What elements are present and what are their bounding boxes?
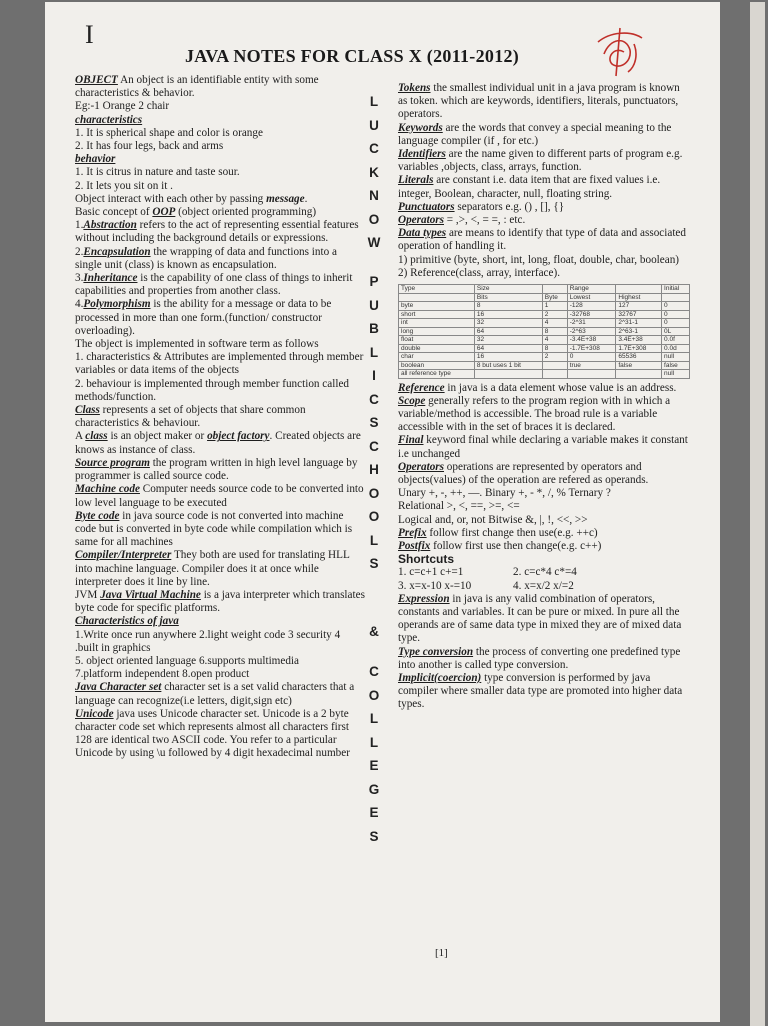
unary: Unary +, -, ++, —. Binary +, - *, /, % Ternary ?	[398, 487, 611, 500]
table-cell	[616, 285, 662, 294]
banner-letter: L	[369, 532, 379, 548]
table-row	[399, 293, 690, 302]
beh-1: 1. It is citrus in nature and taste sour.	[75, 166, 240, 179]
shortcut-row-2: 3. x=x-10 x-=10 4. x=x/2 x/=2	[398, 579, 574, 592]
table-cell	[662, 293, 690, 302]
table-row	[399, 319, 690, 328]
postfix: Postfix follow first use then change(e.g. c++)	[398, 539, 602, 552]
table-cell: 2^31-1	[616, 319, 662, 328]
jvm: JVM Java Virtual Machine is a java interpreter which translates byte code for specific platforms.	[75, 588, 365, 615]
table-cell: 8 but uses 1 bit	[474, 361, 542, 370]
impl-2: 2. behaviour is implemented through member function called methods/function.	[75, 377, 350, 403]
beh-2: 2. It lets you sit on it .	[75, 179, 173, 192]
table-cell	[542, 370, 567, 379]
banner-letter: L	[369, 711, 379, 726]
table-cell: -128	[567, 302, 616, 311]
table-cell: 32	[474, 336, 542, 345]
prefix: Prefix follow first change then use(e.g. ++c)	[398, 526, 598, 539]
banner-public-schools	[364, 274, 384, 580]
final: Final keyword final while declaring a variable makes it constant i.e unchanged	[398, 434, 688, 460]
cj-2: 5. object oriented language 6.supports multimedia	[75, 654, 300, 667]
table-cell: 64	[474, 344, 542, 353]
table-row	[399, 370, 690, 379]
table-cell	[399, 293, 475, 302]
table-row	[399, 310, 690, 319]
banner-letter: N	[369, 188, 379, 203]
left-column	[75, 74, 365, 761]
oop: Basic concept of OOP (object oriented programming)	[75, 206, 317, 219]
banner-letter: L	[369, 734, 379, 750]
char-2: 2. It has four legs, back and arms	[75, 140, 224, 153]
table-cell: 8	[542, 344, 567, 353]
table-cell: Byte	[542, 293, 567, 302]
polymorphism: 4.Polymorphism is the ability for a message or data to be processed in more than one form.(function/ constructor overloading).	[75, 298, 332, 337]
banner-letter: O	[368, 211, 380, 227]
banner-letter: E	[369, 758, 379, 773]
cj-1: 1.Write once run anywhere 2.light weight code 3 security 4 .built in graphics	[75, 628, 341, 654]
inheritance: 3.Inheritance is the capability of one class of things to inherit capabilities and properties from another class.	[75, 272, 353, 298]
table-cell: 8	[474, 302, 542, 311]
banner-letter: C	[369, 438, 379, 454]
implicit: Implicit(coercion) type conversion is performed by java compiler where smaller data type are promoted into higher data types.	[398, 672, 683, 711]
operators-def: Operators operations are represented by operators and objects(values) of the operation are refered as operands.	[398, 460, 649, 486]
banner-letter: B	[369, 321, 379, 336]
banner-ampersand	[364, 624, 384, 648]
banner-letter: C	[369, 391, 379, 407]
impl-1: 1. characteristics & Attributes are implemented through member variables or data items of the objects	[75, 351, 364, 377]
table-cell: 127	[616, 302, 662, 311]
scope: Scope generally refers to the program region with in which a variable/method is accessible. The broad rule is a variable accessible with in the set of braces it is declared.	[398, 394, 671, 434]
banner-letter: C	[369, 664, 379, 679]
dt-2: 2) Reference(class, array, interface).	[398, 266, 561, 279]
cj-3: 7.platform independent 8.open product	[75, 668, 250, 681]
table-row	[399, 344, 690, 353]
table-cell: Bits	[474, 293, 542, 302]
data-types: Data types are means to identify that type of data and associated operation of handling it.	[398, 227, 686, 253]
char-1: 1. It is spherical shape and color is orange	[75, 126, 263, 139]
type-conversion: Type conversion the process of converting one predefined type into another is called type conversion.	[398, 645, 681, 671]
compiler-interpreter: Compiler/Interpreter They both are used for translating HLL into machine language. Compiler does it at once while interpreter does it line by line.	[75, 549, 350, 588]
punctuators: Punctuators separators e.g. () , [], {}	[398, 200, 565, 213]
table-cell: 0L	[662, 327, 690, 336]
table-cell: 16	[474, 310, 542, 319]
banner-lucknow	[364, 94, 384, 259]
encapsulation: 2.Encapsulation the wrapping of data and functions into a single unit (class) is known as encapsulation.	[75, 245, 337, 271]
table-cell: -3.4E+38	[567, 336, 616, 345]
keywords: Keywords are the words that convey a special meaning to the language compiler (if , for etc.)	[398, 121, 672, 147]
interact: Object interact with each other by passing message.	[75, 192, 308, 205]
table-cell: 0.0d	[662, 344, 690, 353]
table-cell: -32768	[567, 310, 616, 319]
table-cell: 16	[474, 353, 542, 362]
table-cell: float	[399, 336, 475, 345]
signature-icon	[590, 24, 650, 82]
table-cell: 32	[474, 319, 542, 328]
banner-letter: L	[369, 344, 379, 360]
banner-letter: H	[369, 462, 379, 477]
table-row	[399, 327, 690, 336]
table-cell: Highest	[616, 293, 662, 302]
class-factory: A class is an object maker or object factory. Created objects are knows as instance of class.	[75, 430, 361, 456]
banner-letter: I	[372, 368, 376, 383]
identifiers: Identifiers are the name given to different parts of program e.g. variables ,objects, class, arrays, function.	[398, 148, 683, 174]
machine-code: Machine code Computer needs source code to be converted into low level language to be executed	[75, 483, 364, 509]
banner-letter: E	[369, 805, 379, 820]
table-cell: 0	[662, 302, 690, 311]
banner-letter: C	[369, 141, 379, 156]
java-character-set: Java Character set character set is a set valid characters that a language can recognize(i.e letters, digit,sign etc)	[75, 681, 355, 707]
banner-letter: P	[369, 274, 379, 289]
table-cell	[616, 370, 662, 379]
table-cell	[474, 370, 542, 379]
table-cell: -2^31	[567, 319, 616, 328]
table-cell: Type	[399, 285, 475, 294]
table-cell: -2^63	[567, 327, 616, 336]
table-cell: null	[662, 353, 690, 362]
table-cell: char	[399, 353, 475, 362]
banner-letter: O	[368, 509, 380, 524]
table-cell	[542, 361, 567, 370]
banner-letter: &	[369, 624, 379, 639]
table-cell: 4	[542, 319, 567, 328]
object-def: OBJECT An object is an identifiable entity with some characteristics & behavior.	[75, 74, 319, 100]
page-mark: I	[85, 20, 94, 49]
table-cell: 2	[542, 310, 567, 319]
expression: Expression in java is any valid combination of operators, constants and variables. It can be pure or mixed. In pure all the operands are of same data type in mixed they are of mixed data type.	[398, 592, 682, 645]
table-cell	[567, 370, 616, 379]
page-number: [1]	[435, 947, 448, 959]
banner-letter: O	[368, 485, 380, 501]
abstraction: 1.Abstraction refers to the act of representing essential features without including the background details or expressions.	[75, 219, 359, 245]
table-cell: 2	[542, 353, 567, 362]
banner-letter: S	[369, 828, 379, 844]
right-column	[398, 82, 690, 712]
logical: Logical and, or, not Bitwise &, |, !, <<, >>	[398, 513, 588, 526]
unicode: Unicode java uses Unicode character set. Unicode is a 2 byte character code set which represents almost all characters first 128 are identical two ASCII code. You refer to a particular Unicode by using \u followed by 4 digit hexadecimal number	[75, 707, 350, 760]
table-cell: false	[616, 361, 662, 370]
table-cell: 8	[542, 327, 567, 336]
banner-letter: S	[369, 556, 379, 571]
table-cell: 4	[542, 336, 567, 345]
reference: Reference in java is a data element whose value is an address.	[398, 381, 677, 394]
table-cell: 32767	[616, 310, 662, 319]
table-row	[399, 285, 690, 294]
table-cell: int	[399, 319, 475, 328]
table-cell: true	[567, 361, 616, 370]
byte-code: Byte code in java source code is not converted into machine code but is converted in byte code while compilation which is same for all machines	[75, 509, 353, 549]
banner-letter: U	[369, 297, 379, 313]
document-page	[45, 2, 720, 1022]
table-cell: 0.0f	[662, 336, 690, 345]
table-row	[399, 336, 690, 345]
literals: Literals are constant i.e. data item that are fixed values i.e. integer, Boolean, character, null, floating string.	[398, 174, 661, 200]
banner-letter: K	[369, 164, 379, 180]
operators-list: Operators = ,>, <, = =, : etc.	[398, 214, 526, 227]
table-cell: all reference type	[399, 370, 475, 379]
example: Eg:-1 Orange 2 chair	[75, 100, 170, 113]
table-cell: 1.7E+308	[616, 344, 662, 353]
table-cell: Range	[567, 285, 616, 294]
table-cell: long	[399, 327, 475, 336]
banner-letter: G	[368, 781, 380, 797]
table-cell: Size	[474, 285, 542, 294]
characteristics-java-heading: Characteristics of java	[75, 615, 179, 628]
banner-letter: O	[368, 687, 380, 703]
page-title: JAVA NOTES FOR CLASS X (2011-2012)	[185, 46, 520, 66]
table-cell: 2^63-1	[616, 327, 662, 336]
table-cell: boolean	[399, 361, 475, 370]
table-cell: byte	[399, 302, 475, 311]
table-cell: 64	[474, 327, 542, 336]
table-cell: Lowest	[567, 293, 616, 302]
table-cell: 0	[662, 310, 690, 319]
banner-letter: U	[369, 117, 379, 133]
table-cell: 1	[542, 302, 567, 311]
tokens: Tokens the smallest individual unit in a java program is known as token. which are keywords, identifiers, literals, punctuators, operators.	[398, 82, 680, 121]
banner-letter: L	[369, 94, 379, 109]
dt-1: 1) primitive (byte, short, int, long, float, double, char, boolean)	[398, 253, 680, 266]
table-cell: short	[399, 310, 475, 319]
shortcut-row-1: 1. c=c+1 c+=1 2. c=c*4 c*=4	[398, 566, 577, 579]
relational: Relational >, <, ==, >=, <=	[398, 500, 520, 513]
data-type-table	[398, 284, 690, 379]
table-cell: 0	[662, 319, 690, 328]
banner-colleges	[364, 664, 384, 852]
table-cell: double	[399, 344, 475, 353]
table-cell: 0	[567, 353, 616, 362]
table-cell: 65536	[616, 353, 662, 362]
table-cell: 3.4E+38	[616, 336, 662, 345]
behavior-heading: behavior	[75, 153, 116, 166]
table-row	[399, 302, 690, 311]
table-row	[399, 361, 690, 370]
banner-letter: W	[367, 235, 381, 250]
table-cell: Initial	[662, 285, 690, 294]
source-program: Source program the program written in high level language by programmer is called source code.	[75, 456, 358, 483]
table-cell	[542, 285, 567, 294]
table-cell: -1.7E+308	[567, 344, 616, 353]
characteristics-heading: characteristics	[75, 113, 143, 126]
impl: The object is implemented in software term as follows	[75, 338, 319, 351]
shortcuts-heading: Shortcuts	[398, 552, 455, 567]
table-row	[399, 353, 690, 362]
table-cell: false	[662, 361, 690, 370]
banner-letter: S	[369, 415, 379, 430]
page-edge-shadow	[750, 2, 765, 1026]
table-cell: null	[662, 370, 690, 379]
class-def: Class represents a set of objects that share common characteristics & behaviour.	[75, 404, 306, 430]
